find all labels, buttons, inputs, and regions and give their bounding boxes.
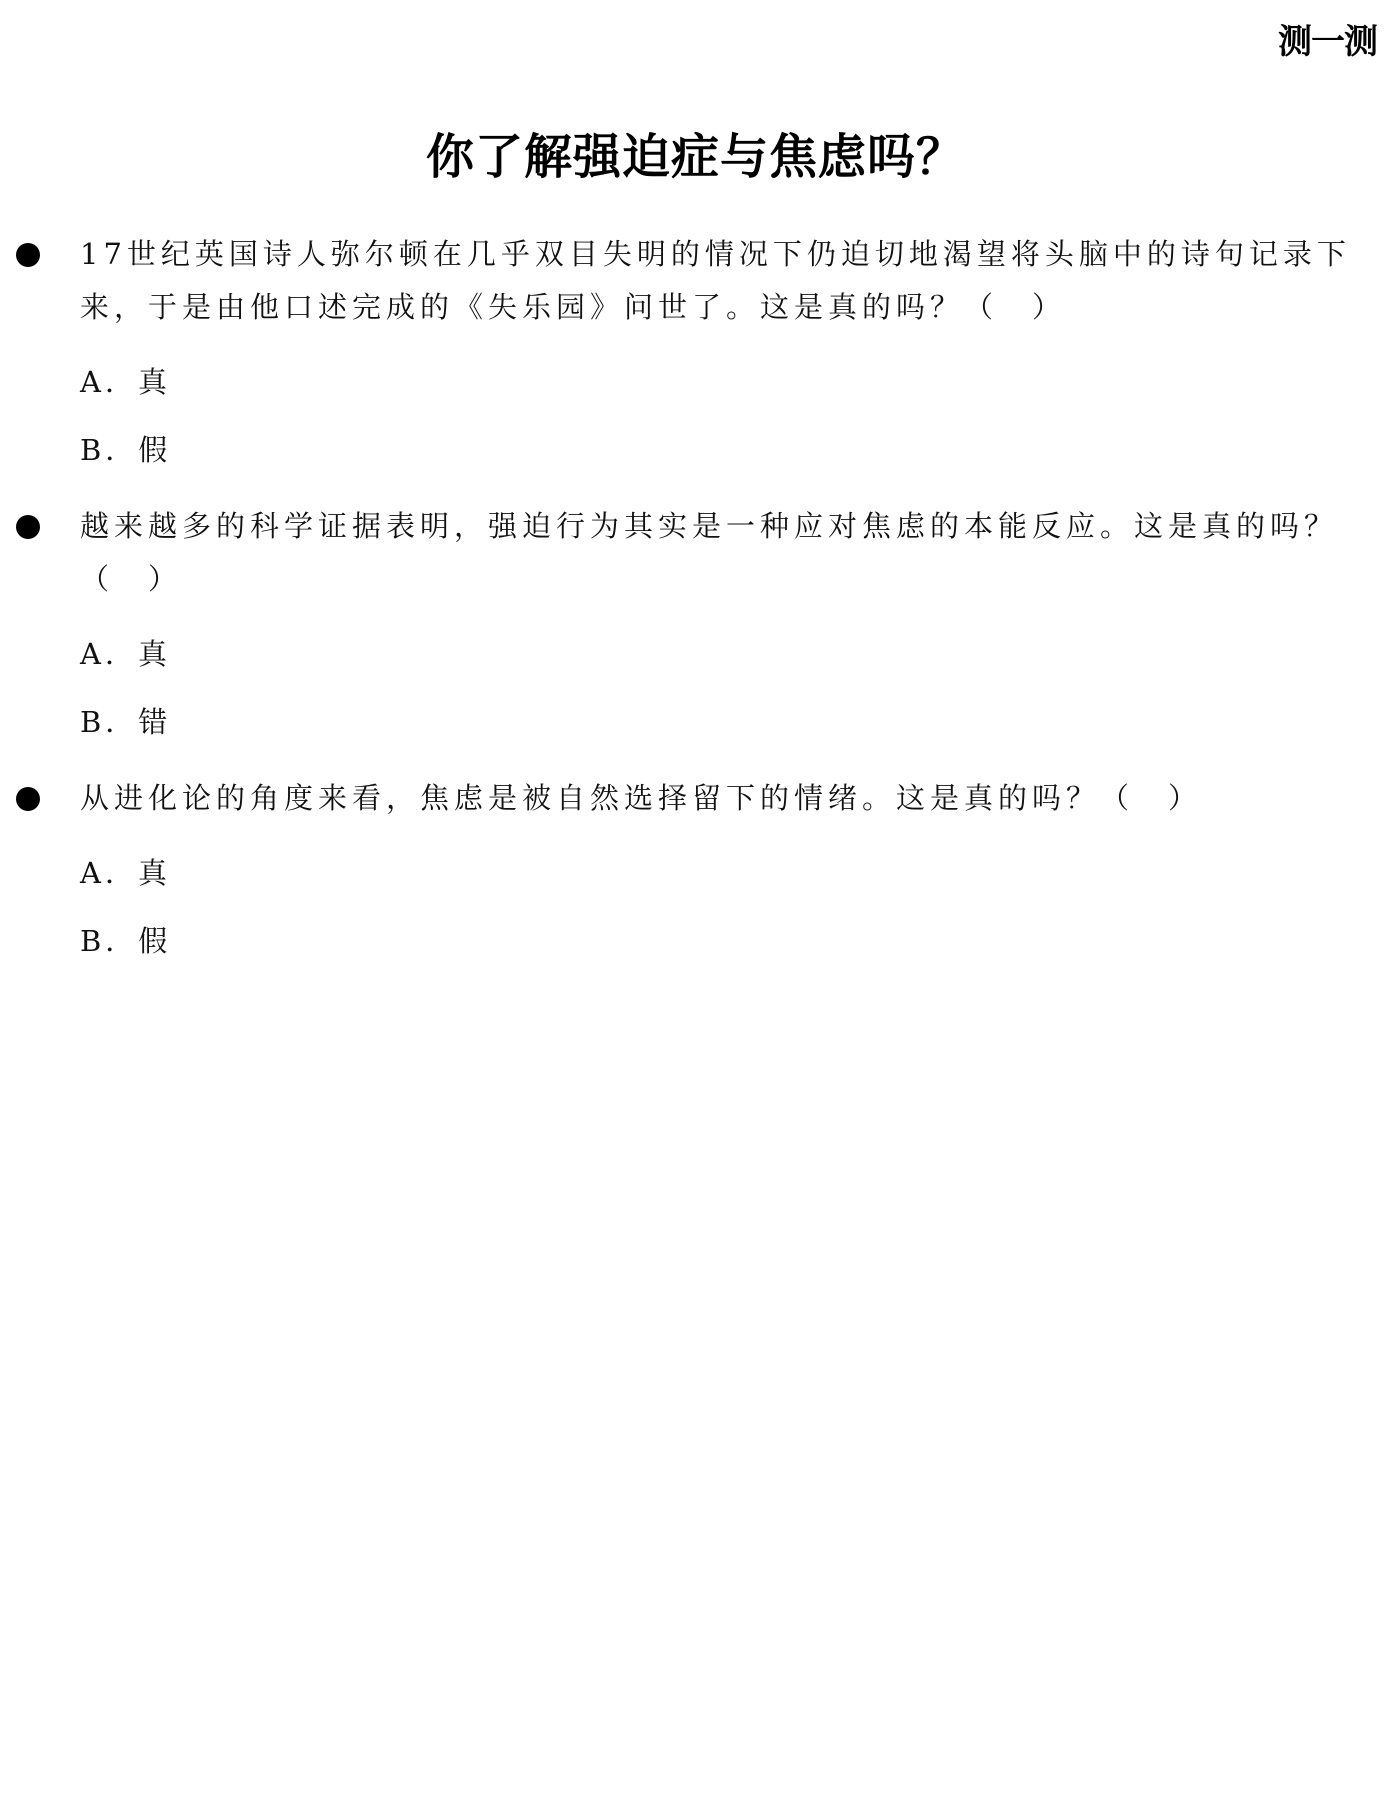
question-text: 从进化论的角度来看，焦虑是被自然选择留下的情绪。这是真的吗？（ ） <box>80 781 1203 815</box>
question-list <box>0 228 1391 961</box>
bullet-icon <box>16 787 40 811</box>
option-b: B．假 <box>80 433 172 467</box>
question-3 <box>0 772 1391 961</box>
option-a: A．真 <box>80 365 171 399</box>
bullet-icon <box>16 243 40 267</box>
option-a: A．真 <box>80 856 171 890</box>
question-text: 越来越多的科学证据表明，强迫行为其实是一种应对焦虑的本能反应。这是真的吗？（ ） <box>80 509 1339 596</box>
option-b: B．错 <box>80 705 172 739</box>
question-text: 17世纪英国诗人弥尔顿在几乎双目失明的情况下仍迫切地渴望将头脑中的诗句记录下来，于是由他口述完成的《失乐园》问世了。这是真的吗？（ ） <box>80 237 1351 324</box>
bullet-icon <box>16 515 40 539</box>
option-b: B．假 <box>80 924 172 958</box>
question-2 <box>0 500 1391 742</box>
option-a: A．真 <box>80 637 171 671</box>
page-title: 你了解强迫症与焦虑吗？ <box>425 129 965 185</box>
corner-label: 测一测 <box>1278 22 1377 62</box>
question-1 <box>0 228 1391 470</box>
